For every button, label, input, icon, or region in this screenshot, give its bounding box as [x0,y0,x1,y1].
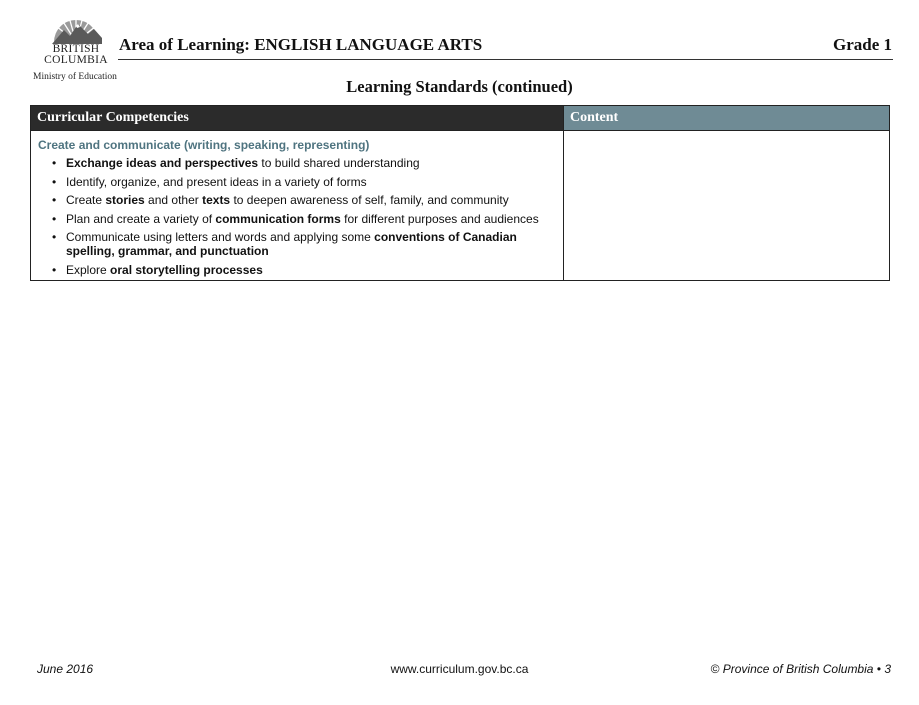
curricular-competencies-column [31,106,564,280]
grade-label: Grade 1 [832,35,892,54]
bullet-icon: • [52,156,57,170]
bullet-icon: • [52,174,57,189]
list-item: • Explore oral storytelling processes [52,262,263,277]
header-divider [118,59,893,60]
content-column [564,106,889,280]
bullet-icon: • [52,211,57,226]
bullet-icon: • [52,193,57,208]
curricular-competencies-header: Curricular Competencies [31,106,563,131]
list-item: • Create stories and other texts to deepen awareness of self, family, and community [52,193,509,208]
competency-list [38,156,555,277]
list-item: • Identify, organize, and present ideas in a variety of forms [52,174,367,189]
list-item: • Communicate using letters and words and applying some conventions of Canadian spelling, grammar, and punctuation [52,230,517,259]
footer-date: June 2016 [37,662,94,676]
page-subtitle: Learning Standards (continued) [346,77,573,96]
area-of-learning-title: Area of Learning: ENGLISH LANGUAGE ARTS [119,35,483,54]
sun-mountain-icon [50,12,102,44]
footer-url: www.curriculum.gov.bc.ca [390,662,529,676]
footer-copyright: © Province of British Columbia • 3 [710,662,891,676]
learning-standards-table [30,105,890,281]
list-item: • Exchange ideas and perspectives to build shared understanding [52,156,420,170]
logo-text-columbia: COLUMBIA [44,54,108,66]
list-item: • Plan and create a variety of communication forms for different purposes and audiences [52,211,539,226]
ministry-label: Ministry of Education [33,72,117,82]
logo-text-british: BRITISH [52,43,100,55]
bullet-icon: • [52,230,57,245]
section-heading: Create and communicate (writing, speaking, representing) [38,138,370,152]
content-header: Content [564,106,889,131]
curricular-competencies-cell [31,131,563,277]
bullet-icon: • [52,262,57,277]
